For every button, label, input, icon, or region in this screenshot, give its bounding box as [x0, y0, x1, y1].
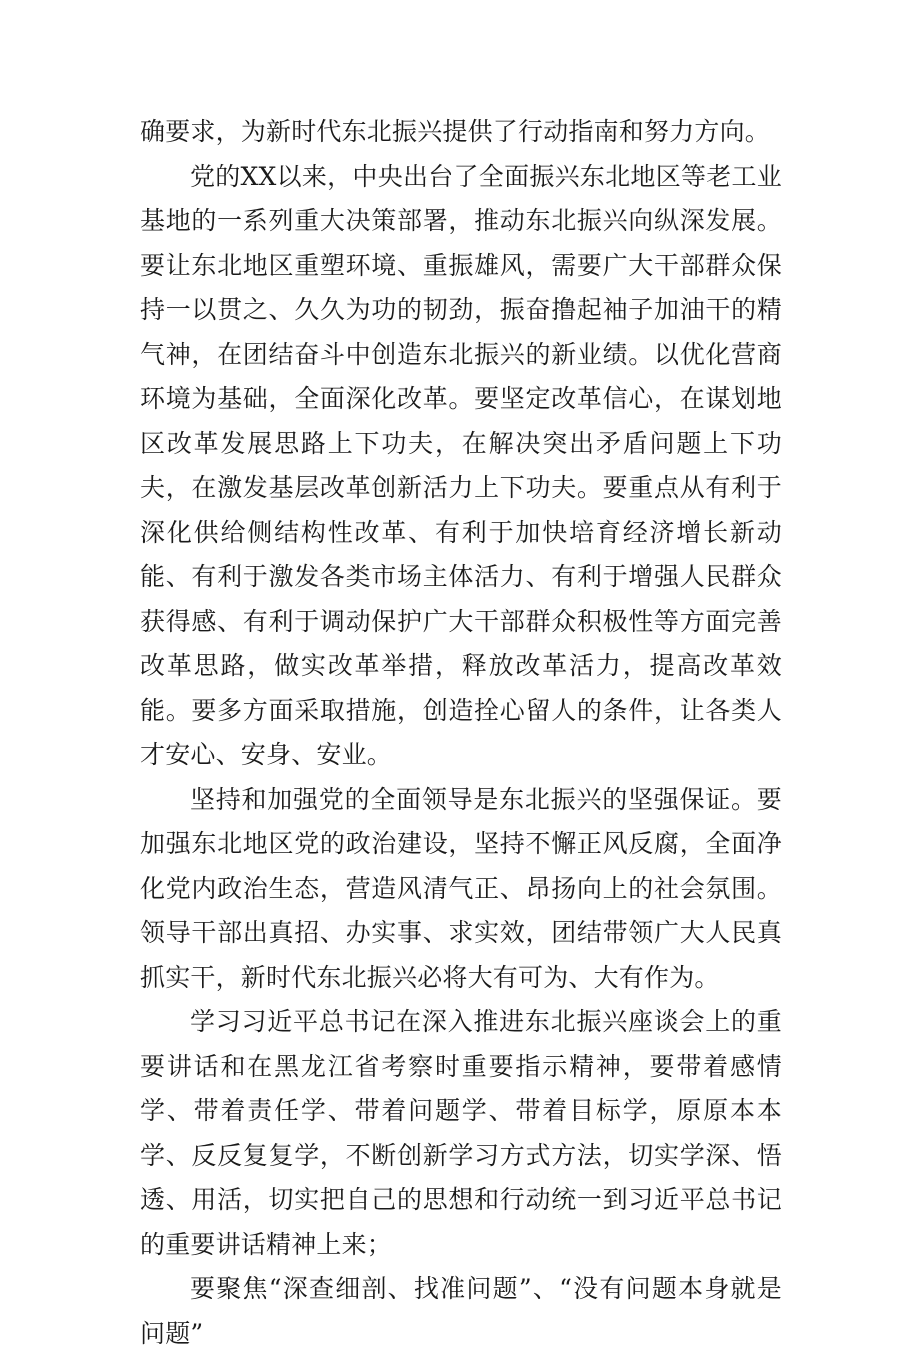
document-body: [140, 110, 782, 1356]
paragraph-3: 坚持和加强党的全面领导是东北振兴的坚强保证。要加强东北地区党的政治建设，坚持不懈正风反腐，全面净化党内政治生态，营造风清气正、昂扬向上的社会氛围。领导干部出真招、办实事、求实效，团结带领广大人民真抓实干，新时代东北振兴必将大有可为、大有作为。: [140, 784, 782, 992]
paragraph-2: 党的XX以来，中央出台了全面振兴东北地区等老工业基地的一系列重大决策部署，推动东北振兴向纵深发展。要让东北地区重塑环境、重振雄风，需要广大干部群众保持一以贯之、久久为功的韧劲，振奋撸起袖子加油干的精气神，在团结奋斗中创造东北振兴的新业绩。以优化营商环境为基础，全面深化改革。要坚定改革信心，在谋划地区改革发展思路上下功夫，在解决突出矛盾问题上下功夫，在激发基层改革创新活力上下功夫。要重点从有利于深化供给侧结构性改革、有利于加快培育经济增长新动能、有利于激发各类市场主体活力、有利于增强人民群众获得感、有利于调动保护广大干部群众积极性等方面完善改革思路，做实改革举措，释放改革活力，提高改革效能。要多方面采取措施，创造拴心留人的条件，让各类人才安心、安身、安业。: [140, 161, 782, 769]
paragraph-4: 学习习近平总书记在深入推进东北振兴座谈会上的重要讲话和在黑龙江省考察时重要指示精神，要带着感情学、带着责任学、带着问题学、带着目标学，原原本本学、反反复复学，不断创新学习方式方法，切实学深、悟透、用活，切实把自己的思想和行动统一到习近平总书记的重要讲话精神上来；: [140, 1007, 782, 1259]
paragraph-5: 要聚焦“深查细剖、找准问题”、“没有问题本身就是问题”: [140, 1274, 782, 1348]
paragraph-1: 确要求，为新时代东北振兴提供了行动指南和努力方向。: [140, 117, 771, 146]
